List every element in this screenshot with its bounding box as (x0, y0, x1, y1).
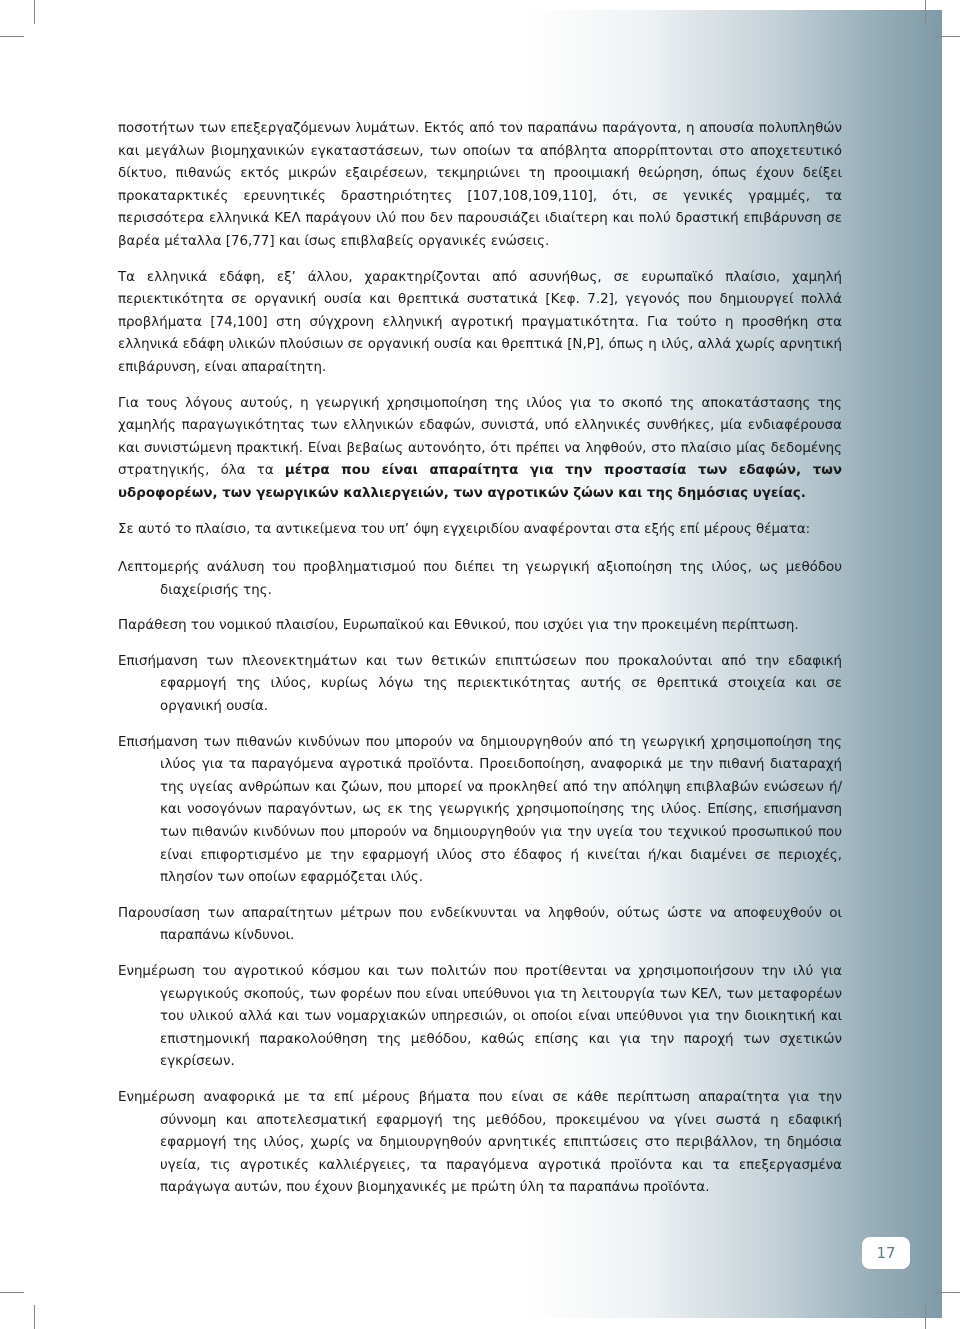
crop-mark (925, 0, 926, 24)
crop-mark (925, 1305, 926, 1329)
list-item: Επισήμανση των πλεονεκτημάτων και των θετικών επιπτώσεων που προκαλούνται από την εδαφική εφαρμογή της ιλύος, κυρίως λόγω της περιεκτικότητας αυτής σε θρεπτικά στοιχεία και σε οργανική ουσία. (118, 653, 842, 715)
crop-mark (0, 1292, 24, 1293)
list-item: Επισήμανση των πιθανών κινδύνων που μπορούν να δημιουργηθούν από τη γεωργική χρησιμοποίηση της ιλύος για τα παραγόμενα αγροτικά προϊόντα. Προειδοποίηση, αναφορικά με την πιθανή διαταραχή της υγείας ανθρώπων και ζώων, που μπορεί να προκληθεί από την απόληψη επιβλαβών ενώσεων ή/και νοσογόνων παραγόντων, ως εκ της γεωργικής χρησιμοποίησης της ιλύος. Επίσης, επισήμανση των πιθανών κινδύνων που μπορούν να δημιουργηθούν για την υγεία του τεχνικού προσωπικού που είναι επιφορτισμένο με την εφαρμογή ιλύος στο έδαφος ή κινείται ή/και διαμένει σε περιοχές, πλησίον των οποίων εφαρμόζεται ιλύς. (118, 734, 842, 886)
page-number: 17 (862, 1237, 910, 1269)
paragraph: Σε αυτό το πλαίσιο, τα αντικείμενα του υπ’ όψη εγχειριδίου αναφέρονται στα εξής επί μέρους θέματα: (118, 521, 811, 537)
paragraph-text: Για τους λόγους αυτούς, η γεωργική χρησιμοποίηση της ιλύος για το σκοπό της αποκατάστασης της χαμηλής παραγωγικότητας των ελληνικών εδαφών, συνιστά, υπό ελληνικές συνθήκες, μία ενδιαφέρουσα και συνιστώμενη πρακτική. Είναι βεβαίως αυτονόητο, ότι πρέπει να ληφθούν, στο πλαίσιο μίας δεδομένης στρατηγικής, όλα τα (118, 395, 842, 479)
crop-mark (34, 0, 35, 24)
list-item: Ενημέρωση αναφορικά με τα επί μέρους βήματα που είναι σε κάθε περίπτωση απαραίτητα για την σύννομη και αποτελεσματική εφαρμογή της μεθόδου, προκειμένου να γίνει σωστά η εδαφική εφαρμογή της ιλύος, χωρίς να δημιουργηθούν αρνητικές επιπτώσεις στο περιβάλλον, τη δημόσια υγεία, τις αγροτικές καλλιέργειες, τα παραγόμενα αγροτικά προϊόντα και τα επεξεργασμένα παράγωγα αυτών, που έχουν βιομηχανικές με πρώτη ύλη τα παραπάνω προϊόντα. (118, 1089, 842, 1196)
bold-emphasis: μέτρα που είναι απαραίτητα για την προστασία των εδαφών, των υδροφορέων, των γεωργικών καλλιεργειών, των αγροτικών ζώων και της δημόσιας υγείας. (118, 463, 842, 501)
list-item: Λεπτομερής ανάλυση του προβληματισμού που διέπει τη γεωργική αξιοποίηση της ιλύος, ως μεθόδου διαχείρισής της. (118, 560, 842, 598)
list-item: Ενημέρωση του αγροτικού κόσμου και των πολιτών που προτίθενται να χρησιμοποιήσουν την ιλύ για γεωργικούς σκοπούς, των φορέων που είναι υπεύθυνοι για τη λειτουργία των ΚΕΛ, των μεταφορέων του υλικού αλλά και των νομαρχιακών υπηρεσιών, οι οποίοι είναι υπεύθυνοι για την διοικητική και επιστημονική παρακολούθηση της μεθόδου, καθώς επίσης και για την παροχή των σχετικών εγκρίσεων. (118, 964, 842, 1070)
crop-mark (936, 36, 960, 37)
paragraph: Τα ελληνικά εδάφη, εξ’ άλλου, χαρακτηρίζονται από ασυνήθως, σε ευρωπαϊκό πλαίσιο, χαμηλή περιεκτικότητα σε οργανική ουσία και θρεπτικά συστατικά [Κεφ. 7.2], γεγονός που δημιουργεί πολλά προβλήματα [74,100] στη σύγχρονη ελληνική αγροτική πραγματικότητα. Για τούτο η προσθήκη στα ελληνικά εδάφη υλικών πλούσιων σε οργανική ουσία και θρεπτικά [N,P], όπως η ιλύς, αλλά χωρίς αρνητική επιβάρυνση, είναι απαραίτητη. (118, 269, 842, 375)
list-item: Παρουσίαση των απαραίτητων μέτρων που ενδείκνυνται να ληφθούν, ούτως ώστε να αποφευχθούν οι παραπάνω κίνδυνοι. (118, 905, 842, 944)
paragraph (118, 393, 842, 506)
crop-mark (34, 1305, 35, 1329)
crop-mark (936, 1292, 960, 1293)
list-item: Παράθεση του νομικού πλαισίου, Ευρωπαϊκού και Εθνικού, που ισχύει για την προκειμένη περίπτωση. (118, 618, 799, 634)
paragraph: ποσοτήτων των επεξεργαζόμενων λυμάτων. Εκτός από τον παραπάνω παράγοντα, η απουσία πολυπληθών και μεγάλων βιομηχανικών εγκαταστάσεων, των οποίων τα απόβλητα απορρίπτονται στο αποχετευτικό δίκτυο, πιθανώς εκτός μικρών εξαιρέσεων, τεκμηριώνει τη προοιμιακή θεώρηση, όπως έχουν δείξει προκαταρκτικές ερευνητικές δραστηριότητες [107,108,109,110], ότι, σε γενικές γραμμές, τα περισσότερα ελληνικά ΚΕΛ παράγουν ιλύ που δεν παρουσιάζει ιδιαίτερη και πολύ δραστική επιβάρυνση σε βαρέα μέταλλα [76,77] και ίσως επιβλαβείς οργανικές ενώσεις. (118, 121, 842, 249)
body-text (118, 118, 842, 1213)
crop-mark (0, 36, 24, 37)
